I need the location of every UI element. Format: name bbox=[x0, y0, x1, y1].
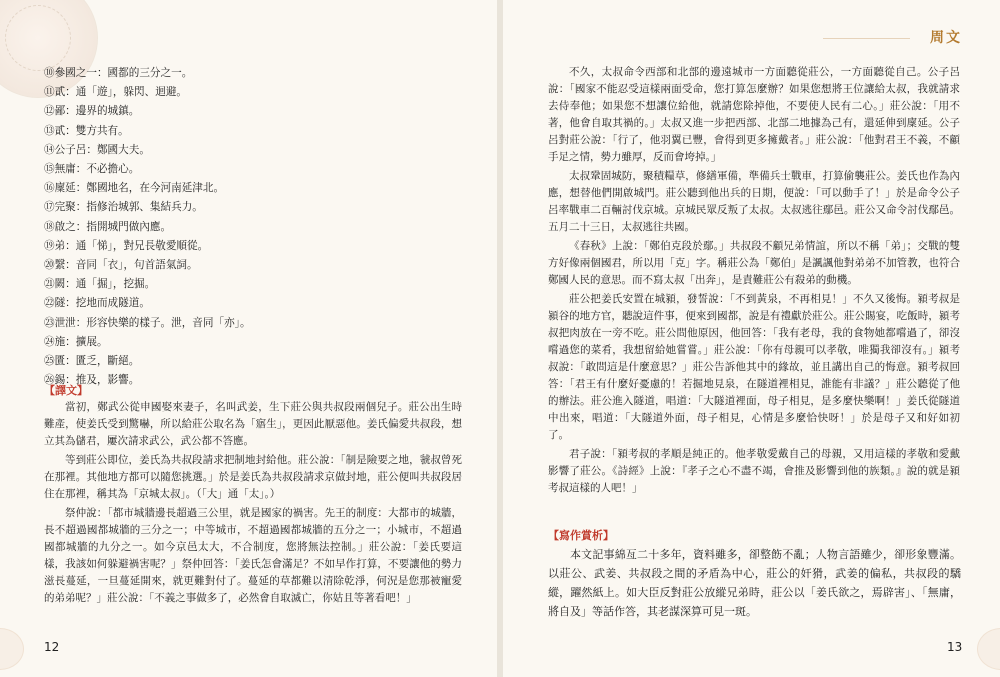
translation-paragraph: 當初，鄭武公從申國娶來妻子，名叫武姜，生下莊公與共叔段兩個兒子。莊公出生時難產，使姜氏受到驚嚇，所以給莊公取名為「寤生」，更因此厭惡他。姜氏偏愛共叔段，想立其為儲君，屢次請求武公，武公都不答應。 bbox=[44, 401, 462, 447]
translation-paragraph: 等到莊公即位，姜氏為共叔段請求把制地封給他。莊公說：「制是險要之地，虢叔曾死在那裡。其他地方都可以隨您挑選。」於是姜氏為共叔段請求京做封地，莊公便叫共叔段居住在那裡，稱其為「京城太叔」。（「大」通「太」。） bbox=[44, 454, 462, 500]
note-item: ⑫鄙：邊界的城鎮。 bbox=[44, 105, 140, 118]
translation-paragraph: 祭仲說：「都市城牆邊長超過三公里，就是國家的禍害。先王的制度：大都市的城牆，長不超過國都城牆的三分之一；中等城市，不超過國都城牆的五分之一；小城市，不超過國都城牆的九分之一。如今京邑太大，不合制度，您將無法控制。」莊公說：「姜氏要這樣，我該如何躲避禍害呢？」祭仲回答：「姜氏怎會滿足？不如早作打算，不要讓他的勢力滋長蔓延，一旦蔓延開來，就更難對付了。蔓延的草都難以清除乾淨，何況是您那被寵愛的弟弟呢？」莊公說：「不義之事做多了，必然會自取滅亡，你姑且等著看吧！」 bbox=[44, 507, 462, 604]
translation-paragraph: 《春秋》上說：「鄭伯克段於鄢。」共叔段不顧兄弟情誼，所以不稱「弟」；交戰的雙方好像兩個國君，所以用「克」字。稱莊公為「鄭伯」是諷諷他對弟弟不加管教，也符合鄭國人民的意思。而不寫太叔「出奔」，是責難莊公有殺弟的動機。 bbox=[548, 240, 960, 286]
note-item: ⑲弟：通「悌」，對兄長敬愛順從。 bbox=[44, 239, 209, 252]
translation-paragraph: 君子說：「潁考叔的孝順是純正的。他孝敬愛戴自己的母親，又用這樣的孝敬和愛戴影響了莊公。《詩經》上說：『孝子之心不盡不竭，會推及影響到他的族類。』說的就是潁考叔這樣的人吧！」 bbox=[548, 448, 960, 494]
translation-paragraph: 太叔鞏固城防，聚積糧草，修繕軍備，準備兵士戰車，打算偷襲莊公。姜氏也作為內應，想替他們開啟城門。莊公聽到他出兵的日期，便說：「可以動手了！」於是命令公子呂率戰車二百輛討伐京城。京城民眾反叛了太叔。太叔逃往鄢邑。莊公又命令討伐鄢邑。五月二十三日，太叔逃往共國。 bbox=[548, 170, 960, 233]
note-item: ⑱啟之：指開城門做內應。 bbox=[44, 220, 172, 233]
left-page bbox=[0, 0, 497, 677]
note-item: ㉒隧：挖地而成隧道。 bbox=[44, 297, 150, 310]
note-item: ㉑闕：通「掘」，挖掘。 bbox=[44, 278, 156, 291]
note-item: ⑬貳：雙方共有。 bbox=[44, 124, 129, 137]
note-item: ㉕匱：匱乏，斷絕。 bbox=[44, 355, 140, 368]
translation-continued bbox=[548, 64, 960, 499]
note-item: ⑪貳：通「遊」，躲閃、迴避。 bbox=[44, 86, 188, 99]
appreciation-section bbox=[548, 545, 961, 623]
note-item: ⑩參國之一：國都的三分之一。 bbox=[44, 67, 193, 79]
note-item: ⑮無庸：不必擔心。 bbox=[44, 163, 140, 176]
appreciation-heading: 【寫作賞析】 bbox=[548, 529, 614, 542]
corner-ornament bbox=[0, 628, 24, 670]
note-item: ㉔施：擴展。 bbox=[44, 335, 108, 348]
translation-section bbox=[44, 382, 462, 609]
header-rule bbox=[823, 38, 910, 39]
page-number: 12 bbox=[44, 640, 60, 654]
corner-ornament bbox=[977, 628, 1000, 670]
right-page bbox=[503, 0, 1000, 677]
note-item: ⑳繄：音同「衣」，句首語氣詞。 bbox=[44, 259, 198, 272]
appreciation-paragraph: 本文記事綿亙二十多年，資料雖多，卻整飭不亂；人物言語雖少，卻形象豐滿。以莊公、武姜、共叔段之間的矛盾為中心，莊公的奸猾，武姜的偏私，共叔段的驕縱，躍然紙上。如大臣反對莊公放縱兄弟時，莊公以「姜氏欲之，焉辟害」、「無庸，將自及」等話作答，其老謀深算可見一斑。 bbox=[548, 548, 961, 618]
translation-heading: 【譯文】 bbox=[44, 384, 88, 397]
section-tag: 周文 bbox=[930, 30, 962, 46]
annotation-notes bbox=[44, 64, 464, 390]
note-item: ⑭公子呂：鄭國大夫。 bbox=[44, 143, 150, 156]
note-item: ㉖錫：推及，影響。 bbox=[44, 374, 140, 387]
translation-paragraph: 莊公把姜氏安置在城潁，發誓說：「不到黃泉，不再相見！」不久又後悔。潁考叔是潁谷的地方官，聽說這件事，便來到國都，說是有禮獻於莊公。莊公賜宴，吃飯時，潁考叔把肉放在一旁不吃。莊公問他原因，他回答：「我有老母，我的食物她都嚐過了，卻沒嚐過您的菜肴，我想留給她嘗嘗。」莊公說：「你有母親可以孝敬，唯獨我卻沒有。」潁考叔說：「敢問這是什麼意思？」莊公告訴他其中的緣故，並且講出自己的悔意。潁考叔回答：「君王有什麼好憂慮的！若掘地見泉，在隧道裡相見，誰能有非議？」莊公聽從了他的辦法。莊公進入隧道，唱道：「大隧道裡面，母子相見，是多麼快樂啊！」姜氏從隧道中出來，唱道：「大隧道外面，母子相見，心情是多麼恰快呀！」於是母子又和好如初了。 bbox=[548, 293, 960, 441]
note-item: ⑯廩延：鄭國地名，在今河南延津北。 bbox=[44, 182, 225, 195]
translation-paragraph: 不久，太叔命令西部和北部的邊遠城市一方面聽從莊公，一方面聽從自己。公子呂說：「國家不能忍受這樣兩面受命，您打算怎麼辦？如果您想將王位讓給太叔，我就請求去侍奉他；如果您不想讓位給他，就請您除掉他，不要使人民有二心。」莊公說：「用不著，他會自取其禍的。」太叔又進一步把西部、北部二地據為己有，還延伸到廩延。公子呂對莊公說：「行了，他羽翼已豐，會得到更多擁戴者。」莊公說：「他對君王不義，不顧手足之情，勢力雖厚，反而會垮掉。」 bbox=[548, 66, 960, 163]
note-item: ㉓泄泄：形容快樂的樣子。泄，音同「亦」。 bbox=[44, 316, 251, 329]
page-number: 13 bbox=[947, 640, 963, 654]
note-item: ⑰完聚：指修治城郭、集結兵力。 bbox=[44, 201, 203, 214]
